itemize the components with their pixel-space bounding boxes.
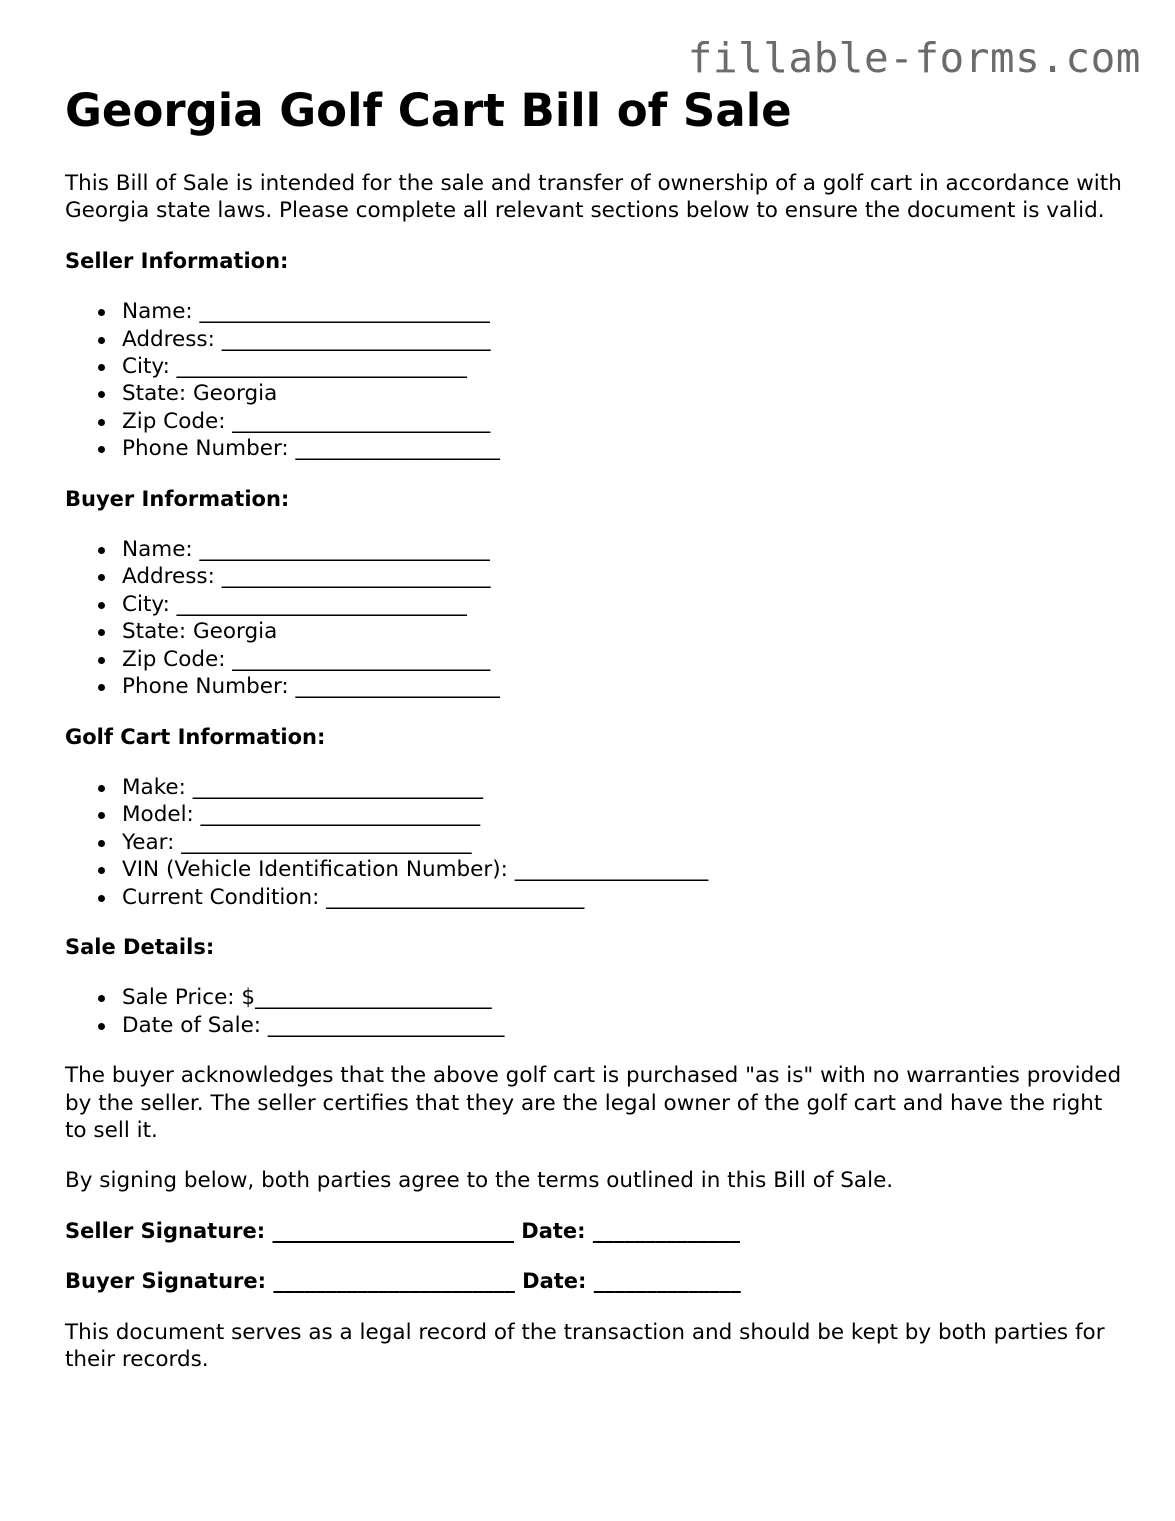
buyer-signature-line[interactable]: Buyer Signature: _______________________ Date: ______________ <box>65 1269 741 1294</box>
sale-field-list <box>65 984 1125 1039</box>
golf-cart-section-heading: Golf Cart Information: <box>65 724 326 749</box>
seller-section-heading: Seller Information: <box>65 248 289 273</box>
seller-zip-field[interactable]: Zip Code: ________________________ <box>122 408 1125 435</box>
seller-field-list <box>65 298 1125 462</box>
buyer-name-field[interactable]: Name: ___________________________ <box>122 536 1125 563</box>
agreement-paragraph: By signing below, both parties agree to the terms outlined in this Bill of Sale. <box>65 1168 894 1194</box>
sale-date-field[interactable]: Date of Sale: ______________________ <box>122 1012 1125 1039</box>
sale-price-field[interactable]: Sale Price: $______________________ <box>122 984 1125 1011</box>
seller-address-field[interactable]: Address: _________________________ <box>122 326 1125 353</box>
intro-paragraph: This Bill of Sale is intended for the sale and transfer of ownership of a golf cart in accordance with Georgia state laws. Please complete all relevant sections below to ensure the document is valid. <box>65 171 1122 224</box>
watermark: fillable-forms.com <box>687 34 1141 82</box>
seller-signature-line[interactable]: Seller Signature: _______________________ Date: ______________ <box>65 1218 740 1243</box>
seller-phone-field[interactable]: Phone Number: ___________________ <box>122 435 1125 462</box>
cart-year-field[interactable]: Year: ___________________________ <box>122 829 1125 856</box>
buyer-field-list <box>65 536 1125 700</box>
golf-cart-field-list <box>65 774 1125 911</box>
closing-paragraph: This document serves as a legal record of the transaction and should be kept by both parties for their records. <box>65 1319 1105 1372</box>
seller-city-field[interactable]: City: ___________________________ <box>122 353 1125 380</box>
cart-condition-field[interactable]: Current Condition: ________________________ <box>122 884 1125 911</box>
seller-name-field[interactable]: Name: ___________________________ <box>122 298 1125 325</box>
buyer-section-heading: Buyer Information: <box>65 486 290 511</box>
buyer-phone-field[interactable]: Phone Number: ___________________ <box>122 673 1125 700</box>
seller-state-field: State: Georgia <box>122 380 1125 407</box>
buyer-zip-field[interactable]: Zip Code: ________________________ <box>122 646 1125 673</box>
buyer-state-field: State: Georgia <box>122 618 1125 645</box>
cart-model-field[interactable]: Model: __________________________ <box>122 801 1125 828</box>
buyer-address-field[interactable]: Address: _________________________ <box>122 563 1125 590</box>
page-title: Georgia Golf Cart Bill of Sale <box>65 84 792 137</box>
sale-section-heading: Sale Details: <box>65 934 215 959</box>
cart-make-field[interactable]: Make: ___________________________ <box>122 774 1125 801</box>
acknowledgment-paragraph: The buyer acknowledges that the above golf cart is purchased "as is" with no warranties provided by the seller. The seller certifies that they are the legal owner of the golf cart and have the right to sell it. <box>65 1063 1122 1143</box>
cart-vin-field[interactable]: VIN (Vehicle Identification Number): __________________ <box>122 856 1125 883</box>
document-body <box>65 84 1125 1373</box>
buyer-city-field[interactable]: City: ___________________________ <box>122 591 1125 618</box>
